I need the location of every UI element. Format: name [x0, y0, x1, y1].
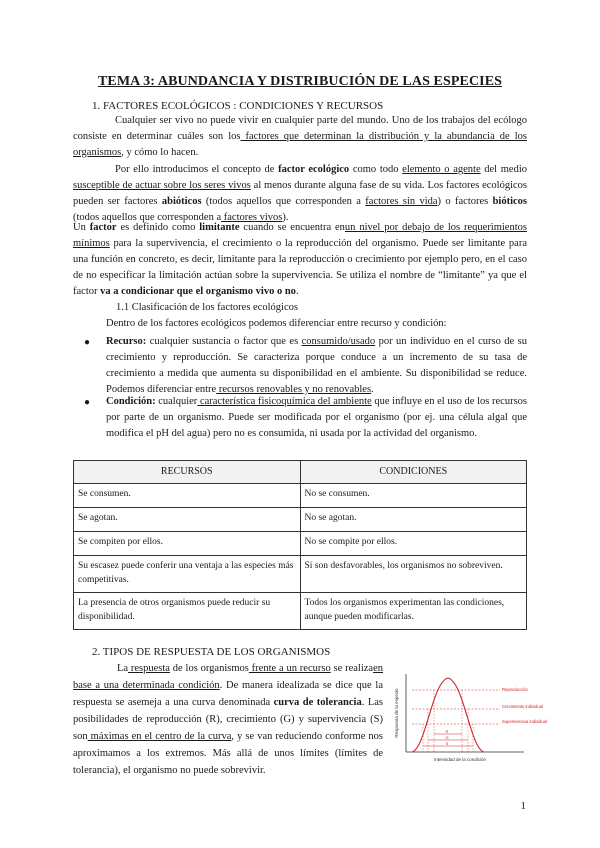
- text-run: es definido como: [116, 222, 200, 233]
- text-run: al menos durante alguna fase de su vida. Los factores ecológicos pueden ser factores: [73, 180, 527, 207]
- label-crecimiento-text: Crecimiento individual: [502, 704, 543, 709]
- table-cell: Todos los organismos experimentan las condiciones, aunque pueden modificarlas.: [300, 593, 527, 630]
- paragraph-curva-tolerancia: [73, 660, 383, 779]
- text-run: Cualquier ser vivo no puede vivir en cualquier parte del mundo. Uno de los trabajos del ecólogo consiste en determinar cuáles son los: [73, 115, 527, 142]
- table-cell: No se consumen.: [300, 484, 527, 508]
- table-row: [74, 484, 527, 508]
- section-2-heading: 2. TIPOS DE RESPUESTA DE LOS ORGANISMOS: [92, 646, 331, 658]
- paragraph-intro: [73, 113, 527, 161]
- text-run: Por ello introducimos el concepto de: [115, 164, 279, 175]
- underlined-run: recursos renovables y no renovables: [216, 384, 372, 395]
- bold-term: va a condicionar que el organismo vivo o no: [100, 286, 296, 297]
- bold-term: Condición:: [106, 396, 156, 407]
- table-row: [74, 532, 527, 556]
- underlined-run: consumido/usado: [301, 336, 376, 347]
- bold-term: bióticos: [492, 196, 528, 207]
- bullet-condicion: [106, 394, 527, 442]
- underlined-run: un nivel por debajo de los requerimientos mínimos: [73, 222, 527, 249]
- text-run: cuando se encuentra en: [239, 222, 345, 233]
- text-run: cualquier: [155, 396, 198, 407]
- bullet-icon: ●: [84, 337, 91, 348]
- tolerance-curve-svg: [392, 668, 547, 764]
- letter-s: S: [445, 741, 449, 746]
- text-run: (todos aquellos que corresponden a: [201, 196, 366, 207]
- table-header-condiciones: CONDICIONES: [300, 461, 527, 484]
- page-number: 1: [520, 800, 526, 812]
- text-run: cualquier sustancia o factor que es: [146, 336, 302, 347]
- text-run: . De manera idealizada se dice que la respuesta se asemeja a una curva denominada: [73, 680, 383, 708]
- underlined-run: en base a una determinada condición: [73, 663, 383, 691]
- text-run: que influye en el uso de los recursos por parte de un organismo. Puede ser modificada por el organismo (por ej. una célula algal que modifica el pH del agua) pero no es consumida, ni usada por la actividad del organismo.: [106, 396, 527, 439]
- underlined-run: factores vivos: [221, 212, 283, 223]
- label-reproduccion: Reproducción: [502, 687, 528, 692]
- text-run: Un: [73, 222, 90, 233]
- underlined-run: respuesta: [128, 663, 170, 674]
- text-run: del medio: [480, 164, 527, 175]
- y-axis-label: Respuesta de la especie: [394, 688, 399, 738]
- bold-term: factor ecológico: [278, 164, 350, 175]
- resources-conditions-table: [73, 460, 527, 630]
- table-cell: Se agotan.: [74, 508, 301, 532]
- label-supervivencia-text: Supervivencia individual: [502, 719, 547, 724]
- table-cell: Su escasez puede conferir una ventaja a las especies más competitivas.: [74, 556, 301, 593]
- text-run: se realiza: [330, 663, 374, 674]
- text-run: .: [371, 384, 374, 395]
- text-run: como todo: [349, 164, 403, 175]
- label-crecimiento: [502, 704, 543, 709]
- table-cell: La presencia de otros organismos puede reducir su disponibilidad.: [74, 593, 301, 630]
- x-axis-label: Intensidad de la condición: [434, 757, 487, 762]
- subsection-intro: Dentro de los factores ecológicos podemos diferenciar entre recurso y condición:: [106, 318, 447, 329]
- underlined-run: susceptible de actuar sobre los seres vivos: [73, 180, 251, 191]
- bullet-icon: ●: [84, 397, 91, 408]
- table-header-recursos: RECURSOS: [74, 461, 301, 484]
- page-title: TEMA 3: ABUNDANCIA Y DISTRIBUCIÓN DE LAS ESPECIES: [97, 74, 503, 89]
- tolerance-curve-figure: [392, 668, 547, 764]
- text-run: . Las posibilidades de reproducción (R), crecimiento (G) y supervivencia (S) son: [73, 697, 383, 742]
- table-row: [74, 593, 527, 630]
- underlined-run: factores que determinan la distribución y la abundancia de los organismos: [73, 131, 527, 158]
- bold-term: factor: [89, 222, 117, 233]
- label-supervivencia: [502, 719, 547, 724]
- table-row: [74, 556, 527, 593]
- table-row: [74, 508, 527, 532]
- text-run: .: [295, 286, 299, 297]
- paragraph-factor-ecologico: [73, 162, 527, 226]
- underlined-run: elemento o agente: [402, 164, 481, 175]
- text-run: por un individuo en el curso de su crecimiento y reproducción. Se caracteriza porque conduce a un incremento de su tasa de crecimiento a medida que aumenta su disponibilidad en el ambiente. Su disponibilidad se reduce. Podemos diferenciar entre: [106, 336, 527, 395]
- table-cell: No se agotan.: [300, 508, 527, 532]
- text-run: de los organismos: [169, 663, 249, 674]
- bold-term: Recurso:: [106, 336, 147, 347]
- table-cell: No se compite por ellos.: [300, 532, 527, 556]
- section-1-heading: 1. FACTORES ECOLÓGICOS : CONDICIONES Y RECURSOS: [92, 100, 384, 112]
- table-header-row: [74, 461, 527, 484]
- table-cell: Si son desfavorables, los organismos no sobreviven.: [300, 556, 527, 593]
- letter-g: G: [445, 735, 449, 740]
- text-run: ).: [282, 212, 289, 223]
- bold-term: limitante: [199, 222, 240, 233]
- text-run: ) o factores: [437, 196, 493, 207]
- bold-term: abióticos: [161, 196, 202, 207]
- table-cell: Se consumen.: [74, 484, 301, 508]
- underlined-run: factores sin vida: [365, 196, 438, 207]
- underlined-run: máximas en el centro de la curva: [87, 731, 232, 742]
- table-cell: Se compiten por ellos.: [74, 532, 301, 556]
- text-run: (todos aquellos que corresponden a: [73, 212, 222, 223]
- paragraph-factor-limitante: [73, 220, 527, 300]
- bold-term: curva de tolerancia: [273, 697, 362, 708]
- letter-r: R: [445, 729, 449, 734]
- text-run: , y se van reduciendo conforme nos aproximamos a los extremos. Más allá de unos límites (límites de tolerancia), el organismo no puede sobrevivir.: [73, 731, 383, 776]
- bullet-recurso: [106, 334, 527, 398]
- text-run: para la supervivencia, el crecimiento o la reproducción del organismo. Puede ser limitante para una función en concreto, es decir, limitante para la reproducción o crecimiento por ejemplo pero, en el caso de no especificar la limitación actúan sobre la supervivencia. Se utiliza el nombre de “limitante” ya que el factor: [73, 238, 527, 297]
- underlined-run: característica fisicoquímica del ambiente: [197, 396, 372, 407]
- text-run: La: [117, 663, 129, 674]
- text-run: , y cómo lo hacen.: [121, 147, 199, 158]
- underlined-run: frente a un recurso: [248, 663, 331, 674]
- subsection-heading: 1.1 Clasificación de los factores ecológicos: [116, 302, 298, 313]
